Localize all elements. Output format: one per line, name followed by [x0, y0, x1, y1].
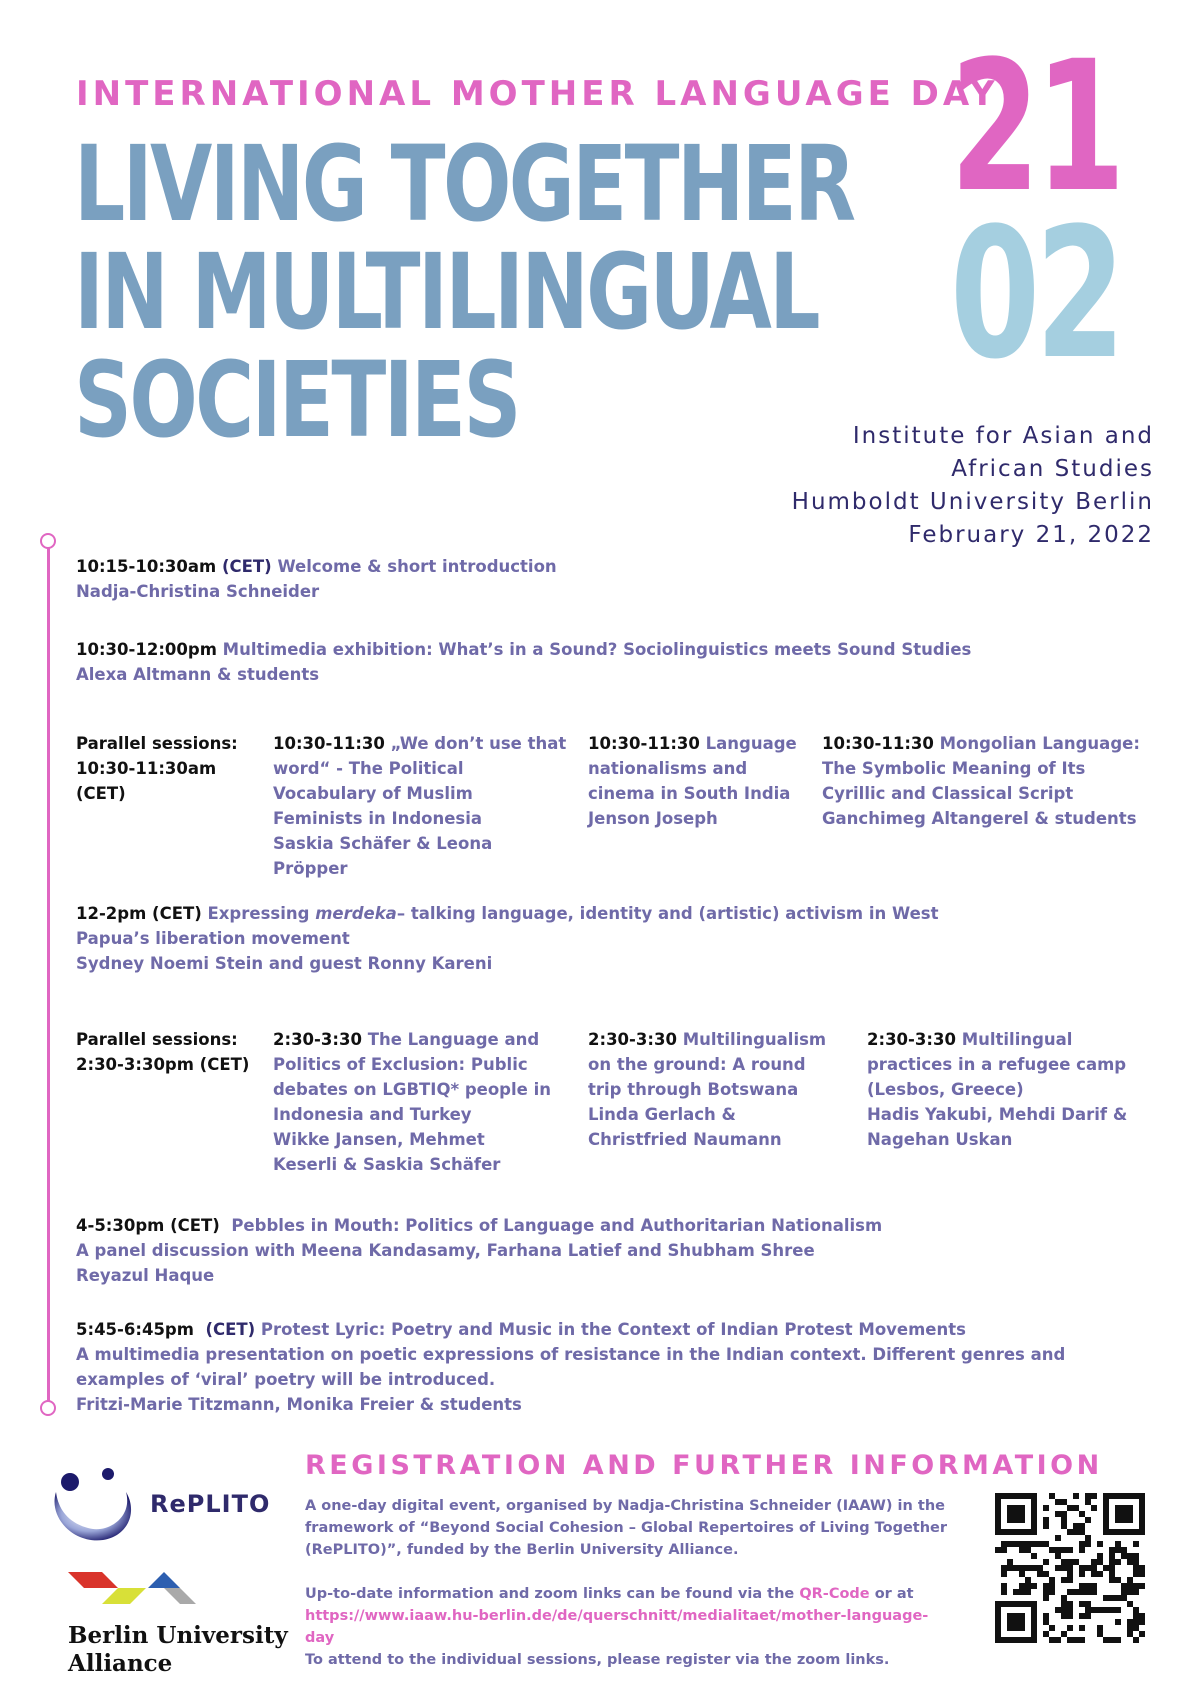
session-time: 10:15-10:30am [76, 557, 217, 576]
timeline-start-dot [40, 533, 56, 549]
session-title: Protest Lyric: Poetry and Music in the Context of Indian Protest Movements [260, 1320, 966, 1339]
session-title-em: merdeka [315, 904, 397, 923]
session-title: „We don’t use that word“ - The Political Vocabulary of Muslim Feminists in Indonesia [273, 734, 567, 828]
session-time: 2:30-3:30 [273, 1030, 362, 1049]
registration-url-link[interactable]: https://www.iaaw.hu-berlin.de/de/querschnitt/medialitaet/mother-language-day [305, 1608, 929, 1646]
session-time: 10:30-11:30 [822, 734, 934, 753]
bua-line-2: Alliance [68, 1650, 173, 1677]
session-pebbles [76, 1213, 1126, 1288]
parallel-session-2a [273, 1027, 553, 1177]
session-title-pre: Expressing [207, 904, 310, 923]
session-protest-lyric [76, 1317, 1136, 1417]
reg-text-pre: Up-to-date information and zoom links can be found via the [305, 1586, 795, 1602]
session-timezone: (CET) [205, 1320, 256, 1339]
parallel-label: Parallel sessions: [76, 1030, 238, 1049]
event-title [74, 123, 854, 461]
session-title-post: – talking language, identity and (artistic) activism in West Papua’s liberation movement [76, 904, 939, 948]
session-speaker: Linda Gerlach & Christfried Naumann [588, 1105, 782, 1149]
registration-text [305, 1495, 955, 1671]
bua-line-1: Berlin University [68, 1622, 288, 1649]
session-exhibition [76, 637, 1126, 687]
session-speaker: Saskia Schäfer & Leona Pröpper [273, 834, 493, 878]
title-line-3: SOCIETIES [74, 339, 519, 461]
session-subtitle: A panel discussion with Meena Kandasamy, Farhana Latief and Shubham Shree [76, 1241, 815, 1260]
parallel-session-2c [867, 1027, 1137, 1152]
session-title: Mongolian Language: The Symbolic Meaning of Its Cyrillic and Classical Script [822, 734, 1140, 803]
session-title: Pebbles in Mouth: Politics of Language and Authoritarian Nationalism [231, 1216, 883, 1235]
session-title: Multilingual practices in a refugee camp (Lesbos, Greece) [867, 1030, 1127, 1099]
registration-paragraph-1: A one-day digital event, organised by Nadja-Christina Schneider (IAAW) in the framework of “Beyond Social Cohesion – Global Repertoires of Living Together (RePLITO)”, funded by the Berlin University Alliance. [305, 1498, 948, 1558]
parallel-session-1b [588, 731, 803, 831]
session-time: 10:30-11:30 [273, 734, 385, 753]
session-time: 10:30-11:30 [588, 734, 700, 753]
session-title: Language nationalisms and cinema in South India [588, 734, 797, 803]
session-welcome [76, 554, 1126, 604]
session-time: 12-2pm (CET) [76, 904, 202, 923]
parallel-session-1c [822, 731, 1142, 831]
session-title: Multimedia exhibition: What’s in a Sound? Sociolinguistics meets Sound Studies [222, 640, 972, 659]
session-speaker: Fritzi-Marie Titzmann, Monika Freier & students [76, 1395, 522, 1414]
registration-paragraph-3: To attend to the individual sessions, please register via the zoom links. [305, 1652, 890, 1668]
date-day: 21 [950, 23, 1121, 232]
session-time: 2:30-3:30 [588, 1030, 677, 1049]
session-timezone: (CET) [221, 557, 272, 576]
session-subtitle: A multimedia presentation on poetic expressions of resistance in the Indian context. Different genres and examples of ‘viral’ poetry will be introduced. [76, 1345, 1066, 1389]
replito-wordmark: RePLITO [150, 1490, 271, 1518]
session-speaker: Jenson Joseph [588, 809, 718, 828]
venue-line-1: Institute for Asian and [852, 423, 1154, 449]
parallel-session-1a [273, 731, 568, 881]
title-line-1: LIVING TOGETHER [74, 123, 854, 245]
timeline-end-dot [40, 1400, 56, 1416]
qr-code-icon[interactable] [995, 1493, 1145, 1643]
registration-paragraph-2 [305, 1583, 955, 1605]
session-speaker: Wikke Jansen, Mehmet Keserli & Saskia Schäfer [273, 1130, 501, 1174]
session-speaker: Ganchimeg Altangerel & students [822, 809, 1137, 828]
session-time: 10:30-12:00pm [76, 640, 217, 659]
parallel-session-2b [588, 1027, 828, 1152]
replito-logo-icon [48, 1462, 138, 1546]
venue-line-2: African Studies [951, 456, 1154, 482]
session-title: The Language and Politics of Exclusion: Public debates on LGBTIQ* people in Indonesia and Turkey [273, 1030, 551, 1124]
parallel-label-1 [76, 731, 256, 806]
parallel-time: 10:30-11:30am (CET) [76, 759, 217, 803]
bua-wordmark [68, 1622, 288, 1678]
event-kicker: INTERNATIONAL MOTHER LANGUAGE DAY [76, 74, 999, 114]
timeline-line [47, 539, 50, 1406]
session-time: 5:45-6:45pm [76, 1320, 194, 1339]
session-speaker: Sydney Noemi Stein and guest Ronny Kareni [76, 954, 493, 973]
session-merdeka [76, 901, 996, 976]
parallel-label: Parallel sessions: [76, 734, 238, 753]
session-time: 2:30-3:30 [867, 1030, 956, 1049]
session-speaker: Reyazul Haque [76, 1266, 215, 1285]
venue-block [792, 420, 1154, 552]
qr-code-link[interactable]: QR-Code [799, 1586, 870, 1602]
event-date: February 21, 2022 [908, 522, 1154, 548]
session-speaker: Nadja-Christina Schneider [76, 582, 320, 601]
title-line-2: IN MULTILINGUAL [74, 231, 818, 353]
date-month: 02 [950, 190, 1121, 399]
session-speaker: Alexa Altmann & students [76, 665, 320, 684]
session-title: Welcome & short introduction [277, 557, 557, 576]
session-title: Multilingualism on the ground: A round trip through Botswana [588, 1030, 827, 1099]
parallel-label-2 [76, 1027, 256, 1077]
parallel-time: 2:30-3:30pm (CET) [76, 1055, 250, 1074]
venue-line-3: Humboldt University Berlin [791, 489, 1154, 515]
bua-logo-icon [68, 1570, 198, 1606]
session-speaker: Hadis Yakubi, Mehdi Darif & Nagehan Uskan [867, 1105, 1128, 1149]
registration-heading: REGISTRATION AND FURTHER INFORMATION [305, 1450, 1103, 1481]
reg-text-post: or at [874, 1586, 914, 1602]
session-time: 4-5:30pm (CET) [76, 1216, 220, 1235]
